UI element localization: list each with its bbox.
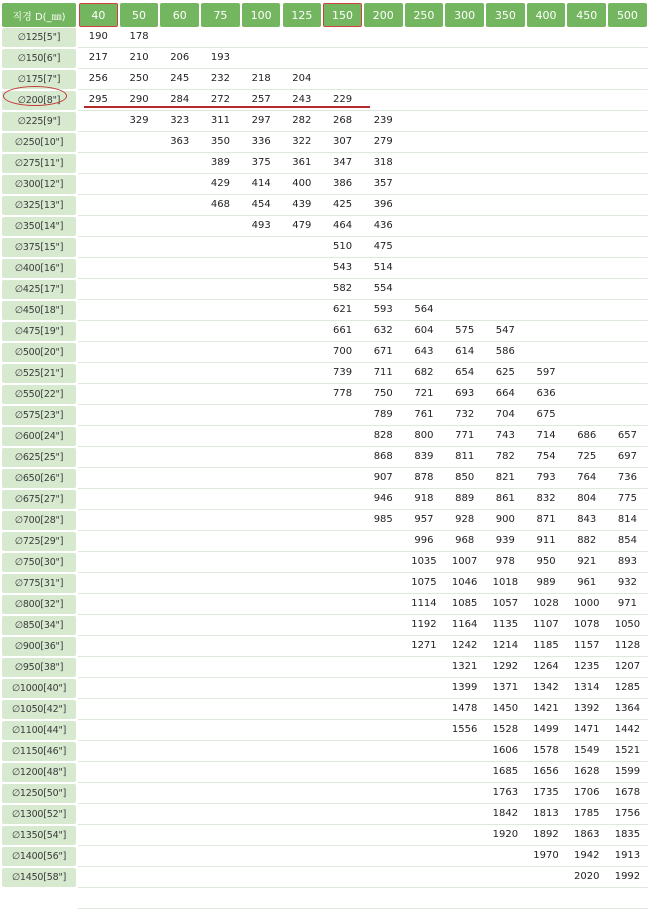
- table-cell: 754: [536, 450, 556, 462]
- table-cell: 1085: [451, 597, 478, 609]
- table-cell: 1364: [614, 702, 641, 714]
- table-cell: 1471: [574, 723, 600, 735]
- table-cell: 1528: [492, 723, 519, 735]
- table-cell: 750: [373, 387, 393, 399]
- table-cell: 1920: [492, 828, 519, 840]
- table-cell: 475: [373, 240, 393, 252]
- table-cell: 1450: [492, 702, 519, 714]
- table-cell: 661: [332, 324, 353, 336]
- row-label: ∅1050[42"]: [2, 700, 76, 719]
- table-cell: 1606: [492, 744, 519, 756]
- table-cell: 782: [495, 450, 515, 462]
- corner-header: 직경 D(_㎜): [2, 3, 76, 27]
- table-cell: 771: [455, 429, 475, 441]
- row-label: ∅1300[52"]: [2, 805, 76, 824]
- row-label: ∅175[7"]: [2, 70, 76, 89]
- table-cell: 839: [414, 450, 434, 462]
- row-label: ∅750[30"]: [2, 553, 76, 572]
- table-cell: 1813: [533, 807, 559, 819]
- table-cell: 564: [414, 303, 434, 315]
- row-label: ∅1450[58"]: [2, 868, 76, 887]
- table-cell: 996: [414, 534, 434, 546]
- table-cell: 843: [577, 513, 597, 525]
- table-cell: 778: [332, 387, 353, 399]
- row-label: ∅850[34"]: [2, 616, 76, 635]
- table-cell: 1521: [614, 744, 641, 756]
- table-cell: 671: [373, 345, 393, 357]
- table-cell: 761: [414, 408, 434, 420]
- table-cell: 736: [617, 471, 637, 483]
- table-cell: 436: [373, 219, 393, 231]
- table-cell: 1892: [533, 828, 559, 840]
- table-cell: 775: [617, 492, 637, 504]
- table-cell: 1499: [533, 723, 559, 735]
- table-cell: 256: [88, 72, 108, 84]
- table-cell: 878: [414, 471, 434, 483]
- table-cell: 307: [332, 135, 353, 147]
- table-cell: 657: [617, 429, 637, 441]
- table-cell: 1913: [614, 849, 641, 861]
- table-cell: 217: [88, 51, 108, 63]
- table-cell: 1399: [451, 681, 478, 693]
- table-cell: 832: [536, 492, 556, 504]
- table-cell: 245: [170, 72, 190, 84]
- row-label: ∅275[11"]: [2, 154, 76, 173]
- table-cell: 950: [536, 555, 556, 567]
- table-cell: 1785: [574, 807, 600, 819]
- row-label: ∅525[21"]: [2, 364, 76, 383]
- table-cell: 361: [292, 156, 312, 168]
- table-cell: 1735: [533, 786, 559, 798]
- table-cell: 732: [455, 408, 475, 420]
- table-cell: 514: [373, 261, 393, 273]
- table-cell: 721: [414, 387, 434, 399]
- column-header: 125: [283, 3, 322, 27]
- table-cell: 961: [577, 576, 597, 588]
- column-header: 40: [79, 3, 118, 27]
- table-cell: 243: [292, 93, 312, 105]
- table-cell: 582: [332, 282, 353, 294]
- table-cell: 928: [455, 513, 475, 525]
- table-cell: 1018: [492, 576, 519, 588]
- row-label: ∅225[9"]: [2, 112, 76, 131]
- table-cell: 329: [129, 114, 149, 126]
- table-cell: 1628: [574, 765, 600, 777]
- table-cell: 911: [536, 534, 556, 546]
- table-cell: 1192: [411, 618, 437, 630]
- table-cell: 1478: [451, 702, 478, 714]
- table-cell: 614: [455, 345, 475, 357]
- table-cell: 714: [536, 429, 556, 441]
- table-cell: 1164: [451, 618, 478, 630]
- column-header: 60: [160, 3, 199, 27]
- table-cell: 932: [617, 576, 637, 588]
- table-cell: 554: [373, 282, 393, 294]
- table-cell: 868: [373, 450, 393, 462]
- table-cell: 1107: [533, 618, 559, 630]
- table-cell: 739: [332, 366, 353, 378]
- table-cell: 1371: [492, 681, 519, 693]
- table-cell: 311: [210, 114, 230, 126]
- column-header: 500: [608, 3, 647, 27]
- table-cell: 547: [495, 324, 515, 336]
- table-cell: 1942: [574, 849, 600, 861]
- table-cell: 268: [332, 114, 353, 126]
- row-label: ∅475[19"]: [2, 322, 76, 341]
- row-label: ∅375[15"]: [2, 238, 76, 257]
- table-cell: 1264: [533, 660, 559, 672]
- table-cell: 1442: [614, 723, 641, 735]
- table-cell: 510: [332, 240, 353, 252]
- table-cell: 1214: [492, 639, 519, 651]
- table-cell: 1756: [614, 807, 641, 819]
- table-cell: 1242: [451, 639, 478, 651]
- table-cell: 621: [332, 303, 353, 315]
- table-cell: 1706: [574, 786, 600, 798]
- row-label: ∅1100[44"]: [2, 721, 76, 740]
- row-label: ∅200[8"]: [2, 91, 76, 110]
- table-cell: 464: [332, 219, 353, 231]
- table-cell: 1556: [451, 723, 478, 735]
- table-cell: 414: [251, 177, 271, 189]
- table-cell: 1292: [492, 660, 519, 672]
- table-cell: 1050: [614, 618, 641, 630]
- table-cell: 218: [251, 72, 271, 84]
- table-cell: 811: [455, 450, 475, 462]
- column-header: 75: [201, 3, 240, 27]
- table-cell: 882: [577, 534, 597, 546]
- table-cell: 336: [251, 135, 271, 147]
- table-cell: 664: [495, 387, 515, 399]
- row-label: ∅425[17"]: [2, 280, 76, 299]
- table-cell: 1321: [451, 660, 478, 672]
- table-cell: 697: [617, 450, 637, 462]
- table-cell: 1342: [533, 681, 559, 693]
- table-cell: 279: [373, 135, 393, 147]
- table-cell: 1314: [574, 681, 600, 693]
- table-cell: 725: [577, 450, 597, 462]
- table-cell: 764: [577, 471, 597, 483]
- table-cell: 232: [210, 72, 230, 84]
- table-cell: 1992: [614, 870, 641, 882]
- table-cell: 357: [373, 177, 393, 189]
- table-cell: 1046: [451, 576, 478, 588]
- table-cell: 493: [251, 219, 271, 231]
- table-cell: 893: [617, 555, 637, 567]
- table-cell: 1078: [574, 618, 600, 630]
- table-cell: 814: [617, 513, 637, 525]
- table-cell: 323: [170, 114, 190, 126]
- row-label: ∅550[22"]: [2, 385, 76, 404]
- table-cell: 1599: [614, 765, 641, 777]
- table-cell: 918: [414, 492, 434, 504]
- table-cell: 1207: [614, 660, 641, 672]
- table-cell: 468: [210, 198, 230, 210]
- column-header: 450: [567, 3, 606, 27]
- column-header: 400: [527, 3, 566, 27]
- table-cell: 400: [292, 177, 312, 189]
- table-cell: 1235: [574, 660, 600, 672]
- table-cell: 743: [495, 429, 515, 441]
- table-cell: 682: [414, 366, 434, 378]
- table-cell: 229: [332, 93, 353, 105]
- column-header: 200: [364, 3, 403, 27]
- table-cell: 1028: [533, 597, 559, 609]
- table-cell: 206: [170, 51, 190, 63]
- table-cell: 250: [129, 72, 149, 84]
- table-cell: 282: [292, 114, 312, 126]
- table-cell: 257: [251, 93, 271, 105]
- table-cell: 429: [210, 177, 230, 189]
- table-cell: 604: [414, 324, 434, 336]
- column-header: 300: [445, 3, 484, 27]
- table-cell: 850: [455, 471, 475, 483]
- row-label: ∅1350[54"]: [2, 826, 76, 845]
- table-cell: 1285: [614, 681, 641, 693]
- table-cell: 1863: [574, 828, 600, 840]
- table-cell: 363: [170, 135, 190, 147]
- table-cell: 793: [536, 471, 556, 483]
- row-label: ∅650[26"]: [2, 469, 76, 488]
- table-cell: 989: [536, 576, 556, 588]
- column-header: 50: [120, 3, 159, 27]
- table-cell: 1578: [533, 744, 559, 756]
- table-cell: 789: [373, 408, 393, 420]
- table-cell: 1842: [492, 807, 519, 819]
- grid-line: [78, 866, 648, 867]
- table-cell: 1271: [411, 639, 437, 651]
- column-header: 350: [486, 3, 525, 27]
- table-cell: 586: [495, 345, 515, 357]
- row-label: ∅1150[46"]: [2, 742, 76, 761]
- table-cell: 821: [495, 471, 515, 483]
- table-cell: 889: [455, 492, 475, 504]
- table-cell: 396: [373, 198, 393, 210]
- table-cell: 907: [373, 471, 393, 483]
- table-cell: 686: [577, 429, 597, 441]
- column-header: 250: [405, 3, 444, 27]
- table-cell: 800: [414, 429, 434, 441]
- row-label: ∅775[31"]: [2, 574, 76, 593]
- table-cell: 828: [373, 429, 393, 441]
- table-cell: 1421: [533, 702, 559, 714]
- table-cell: 704: [495, 408, 515, 420]
- row-label: ∅1000[40"]: [2, 679, 76, 698]
- row-label: ∅725[29"]: [2, 532, 76, 551]
- row-label: ∅450[18"]: [2, 301, 76, 320]
- row-label: ∅625[25"]: [2, 448, 76, 467]
- table-cell: 593: [373, 303, 393, 315]
- grid-line: [78, 887, 648, 888]
- table-cell: 939: [495, 534, 515, 546]
- table-cell: 350: [210, 135, 230, 147]
- table-cell: 1685: [492, 765, 519, 777]
- row-label: ∅1250[50"]: [2, 784, 76, 803]
- row-label: ∅700[28"]: [2, 511, 76, 530]
- table-cell: 322: [292, 135, 312, 147]
- table-cell: 968: [455, 534, 475, 546]
- table-cell: 861: [495, 492, 515, 504]
- table-cell: 290: [129, 93, 149, 105]
- row-label: ∅575[23"]: [2, 406, 76, 425]
- row-label: ∅900[36"]: [2, 637, 76, 656]
- table-cell: 1185: [533, 639, 559, 651]
- table-cell: 1035: [411, 555, 437, 567]
- table-cell: 1157: [574, 639, 600, 651]
- row-label: ∅1400[56"]: [2, 847, 76, 866]
- table-cell: 1007: [451, 555, 478, 567]
- table-cell: 1114: [411, 597, 437, 609]
- row-label: ∅150[6"]: [2, 49, 76, 68]
- table-cell: 318: [373, 156, 393, 168]
- row-label: ∅250[10"]: [2, 133, 76, 152]
- column-header: 150: [323, 3, 362, 27]
- table-cell: 375: [251, 156, 271, 168]
- column-header: 100: [242, 3, 281, 27]
- table-cell: 978: [495, 555, 515, 567]
- table-cell: 711: [373, 366, 393, 378]
- row-label: ∅600[24"]: [2, 427, 76, 446]
- table-cell: 190: [88, 30, 108, 42]
- table-cell: 1135: [492, 618, 519, 630]
- table-cell: 479: [292, 219, 312, 231]
- table-cell: 1000: [574, 597, 600, 609]
- table-cell: 632: [373, 324, 393, 336]
- table-cell: 193: [210, 51, 230, 63]
- table-cell: 543: [332, 261, 353, 273]
- table-cell: 1835: [614, 828, 641, 840]
- row-highlight-underline: [84, 106, 370, 108]
- table-cell: 284: [170, 93, 190, 105]
- table-cell: 1128: [614, 639, 641, 651]
- table-cell: 900: [495, 513, 515, 525]
- table-cell: 297: [251, 114, 271, 126]
- table-cell: 957: [414, 513, 434, 525]
- table-cell: 654: [455, 366, 475, 378]
- table-cell: 946: [373, 492, 393, 504]
- table-cell: 1970: [533, 849, 559, 861]
- table-cell: 871: [536, 513, 556, 525]
- table-cell: 178: [129, 30, 149, 42]
- table-cell: 693: [455, 387, 475, 399]
- table-cell: 2020: [574, 870, 600, 882]
- table-cell: 1057: [492, 597, 519, 609]
- table-cell: 1549: [574, 744, 600, 756]
- row-label: ∅1200[48"]: [2, 763, 76, 782]
- table-cell: 239: [373, 114, 393, 126]
- table-cell: 625: [495, 366, 515, 378]
- table-cell: 597: [536, 366, 556, 378]
- table-cell: 1075: [411, 576, 437, 588]
- table-cell: 921: [577, 555, 597, 567]
- row-label: ∅350[14"]: [2, 217, 76, 236]
- table-cell: 1678: [614, 786, 641, 798]
- table-cell: 971: [617, 597, 637, 609]
- table-cell: 386: [332, 177, 353, 189]
- table-cell: 1656: [533, 765, 559, 777]
- table-cell: 425: [332, 198, 353, 210]
- table-cell: 700: [332, 345, 353, 357]
- table-cell: 204: [292, 72, 312, 84]
- table-cell: 272: [210, 93, 230, 105]
- table-cell: 389: [210, 156, 230, 168]
- table-cell: 636: [536, 387, 556, 399]
- table-cell: 804: [577, 492, 597, 504]
- row-label: ∅400[16"]: [2, 259, 76, 278]
- table-cell: 854: [617, 534, 637, 546]
- table-cell: 675: [536, 408, 556, 420]
- row-label: ∅950[38"]: [2, 658, 76, 677]
- table-cell: 1763: [492, 786, 519, 798]
- table-cell: 210: [129, 51, 149, 63]
- row-label: ∅500[20"]: [2, 343, 76, 362]
- table-cell: 985: [373, 513, 393, 525]
- table-cell: 1392: [574, 702, 600, 714]
- row-label: ∅800[32"]: [2, 595, 76, 614]
- table-cell: 575: [455, 324, 475, 336]
- row-label: ∅125[5"]: [2, 28, 76, 47]
- table-cell: 643: [414, 345, 434, 357]
- row-label: ∅675[27"]: [2, 490, 76, 509]
- table-cell: 347: [332, 156, 353, 168]
- row-label: ∅325[13"]: [2, 196, 76, 215]
- table-cell: 454: [251, 198, 271, 210]
- row-label: ∅300[12"]: [2, 175, 76, 194]
- table-cell: 295: [88, 93, 108, 105]
- row-highlight-oval: [3, 86, 67, 106]
- table-cell: 439: [292, 198, 312, 210]
